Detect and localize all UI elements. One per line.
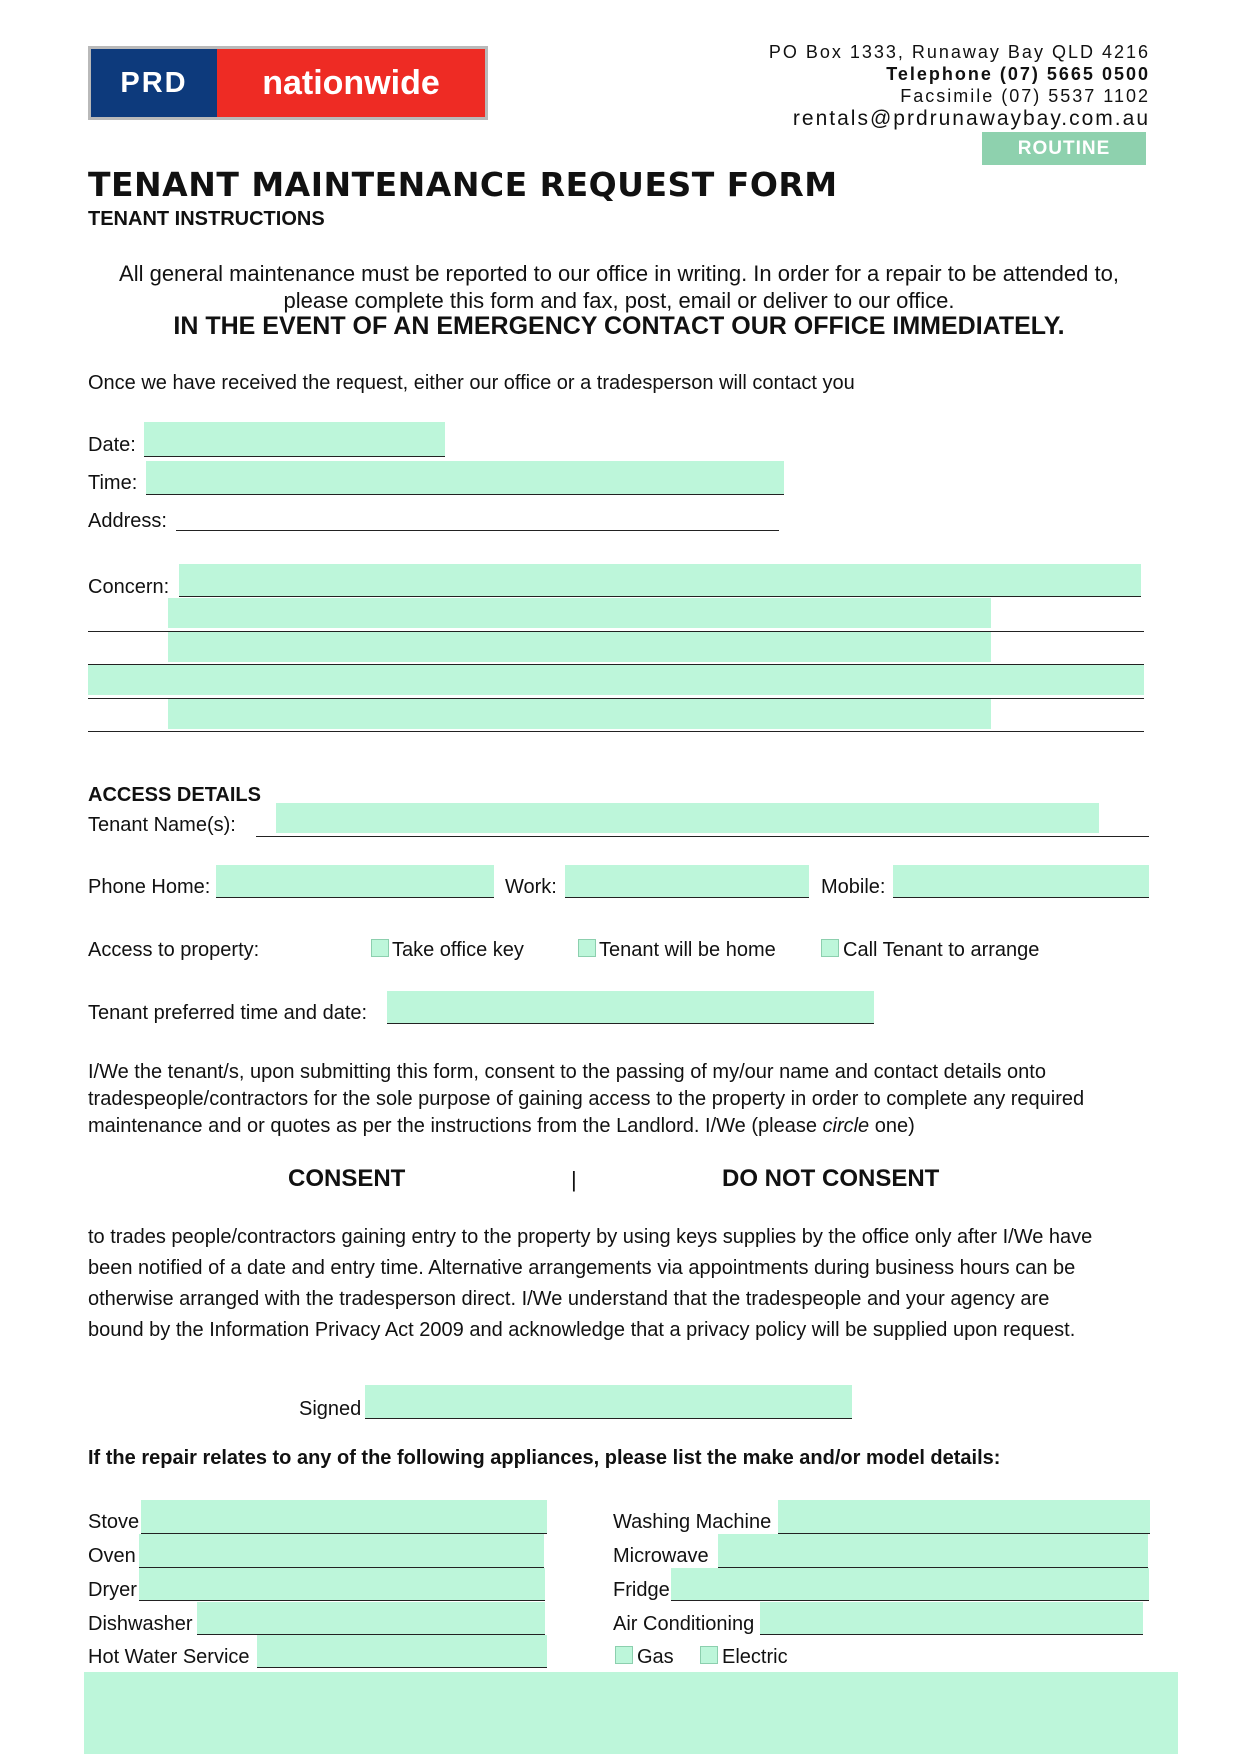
microwave-label: Microwave — [613, 1545, 709, 1567]
phone-home-field[interactable] — [216, 865, 494, 898]
fridge-field[interactable] — [671, 1568, 1149, 1601]
mobile-label: Mobile: — [821, 876, 886, 898]
microwave-field[interactable] — [718, 1534, 1148, 1568]
washing-machine-label: Washing Machine — [613, 1511, 772, 1533]
dishwasher-label: Dishwasher — [88, 1613, 193, 1635]
concern-field-3[interactable] — [168, 632, 991, 662]
hot-water-label: Hot Water Service — [88, 1646, 250, 1668]
contact-note: Once we have received the request, either our office or a tradesperson will contact you — [88, 372, 855, 394]
work-label: Work: — [505, 876, 557, 898]
do-not-consent-option[interactable]: DO NOT CONSENT — [722, 1165, 940, 1192]
date-label: Date: — [88, 434, 136, 456]
form-title: TENANT MAINTENANCE REQUEST FORM — [88, 165, 838, 204]
stove-label: Stove — [88, 1511, 140, 1533]
air-conditioning-label: Air Conditioning — [613, 1613, 755, 1635]
logo-prd-text: PRD — [91, 49, 217, 117]
washing-machine-field[interactable] — [778, 1500, 1150, 1534]
concern-field-5[interactable] — [168, 699, 991, 729]
stove-field[interactable] — [141, 1500, 547, 1534]
fridge-label: Fridge — [613, 1579, 670, 1601]
office-telephone: Telephone (07) 5665 0500 — [886, 64, 1150, 84]
terms-line-1: to trades people/contractors gaining entry to the property by using keys supplies by the office only after I/We have — [88, 1226, 1093, 1248]
take-office-key-label: Take office key — [392, 939, 524, 961]
address-label: Address: — [88, 510, 167, 532]
gas-checkbox[interactable] — [615, 1646, 633, 1664]
concern-line-1 — [179, 595, 1141, 597]
prd-nationwide-logo — [88, 46, 488, 120]
office-address: PO Box 1333, Runaway Bay QLD 4216 — [768, 42, 1150, 62]
tenant-home-checkbox[interactable] — [578, 939, 596, 957]
dryer-field[interactable] — [139, 1568, 545, 1601]
consent-text-line-3-end: one) — [869, 1115, 915, 1137]
consent-text-line-3 — [88, 1113, 1148, 1140]
logo-nationwide-text: nationwide — [217, 49, 485, 117]
preferred-time-field[interactable] — [387, 991, 874, 1024]
consent-text-line-3-start: maintenance and or quotes as per the instructions from the Landlord. I/We (please — [88, 1115, 823, 1137]
concern-field-4[interactable] — [88, 665, 1144, 695]
consent-option[interactable]: CONSENT — [288, 1165, 406, 1192]
time-field[interactable] — [146, 461, 784, 495]
consent-paragraph — [88, 1059, 1148, 1140]
oven-label: Oven — [88, 1545, 136, 1567]
dishwasher-field[interactable] — [197, 1602, 545, 1635]
tenant-names-field[interactable] — [276, 803, 1099, 833]
call-tenant-label: Call Tenant to arrange — [843, 939, 1040, 961]
terms-line-3: otherwise arranged with the tradesperson direct. I/We understand that the tradespeople and your agency are — [88, 1288, 1050, 1310]
terms-line-4: bound by the Information Privacy Act 2009 and acknowledge that a privacy policy will be supplied upon request. — [88, 1319, 1076, 1341]
tenant-names-line — [256, 835, 1149, 837]
consent-text-line-2: tradespeople/contractors for the sole purpose of gaining access to the property in order to complete any required — [88, 1088, 1085, 1110]
phone-home-label: Phone Home: — [88, 876, 211, 898]
appliances-heading: If the repair relates to any of the following appliances, please list the make and/or model details: — [88, 1447, 1001, 1469]
footer-notes-field[interactable] — [84, 1672, 1178, 1754]
intro-line-2: please complete this form and fax, post, email or deliver to our office. — [283, 288, 955, 313]
electric-label: Electric — [722, 1646, 788, 1668]
intro-line-1: All general maintenance must be reported to our office in writing. In order for a repair to be attended to, — [119, 261, 1119, 286]
signature-field[interactable] — [365, 1385, 852, 1419]
form-subtitle: TENANT INSTRUCTIONS — [88, 208, 325, 230]
consent-separator: | — [571, 1167, 577, 1192]
electric-checkbox[interactable] — [700, 1646, 718, 1664]
call-tenant-checkbox[interactable] — [821, 939, 839, 957]
office-contact-block — [769, 41, 1150, 131]
concern-field-2[interactable] — [168, 598, 991, 628]
access-details-heading: ACCESS DETAILS — [88, 784, 261, 806]
tenant-names-label: Tenant Name(s): — [88, 814, 236, 836]
oven-field[interactable] — [139, 1534, 544, 1568]
access-to-property-label: Access to property: — [88, 939, 260, 961]
work-phone-field[interactable] — [565, 865, 809, 898]
dryer-label: Dryer — [88, 1579, 137, 1601]
office-facsimile: Facsimile (07) 5537 1102 — [900, 86, 1150, 106]
concern-field-1[interactable] — [179, 564, 1141, 596]
hot-water-field[interactable] — [257, 1635, 547, 1668]
date-field[interactable] — [144, 422, 445, 457]
consent-terms — [88, 1222, 1148, 1346]
time-label: Time: — [88, 472, 138, 494]
consent-text-line-1: I/We the tenant/s, upon submitting this form, consent to the passing of my/our name and contact details onto — [88, 1061, 1046, 1083]
office-email: rentals@prdrunawaybay.com.au — [792, 107, 1150, 130]
signed-label: Signed — [299, 1398, 362, 1420]
emergency-notice: IN THE EVENT OF AN EMERGENCY CONTACT OUR OFFICE IMMEDIATELY. — [173, 312, 1065, 340]
air-conditioning-field[interactable] — [760, 1602, 1143, 1635]
concern-line-5 — [88, 730, 1144, 732]
preferred-time-label: Tenant preferred time and date: — [88, 1002, 368, 1024]
terms-line-2: been notified of a date and entry time. Alternative arrangements via appointments during business hours can be — [88, 1257, 1076, 1279]
take-office-key-checkbox[interactable] — [371, 939, 389, 957]
mobile-phone-field[interactable] — [893, 865, 1149, 898]
tenant-home-label: Tenant will be home — [599, 939, 776, 961]
address-field[interactable] — [176, 496, 779, 531]
gas-label: Gas — [637, 1646, 674, 1668]
priority-badge: ROUTINE — [982, 132, 1146, 165]
concern-label: Concern: — [88, 576, 170, 598]
consent-text-italic: circle — [822, 1115, 870, 1137]
